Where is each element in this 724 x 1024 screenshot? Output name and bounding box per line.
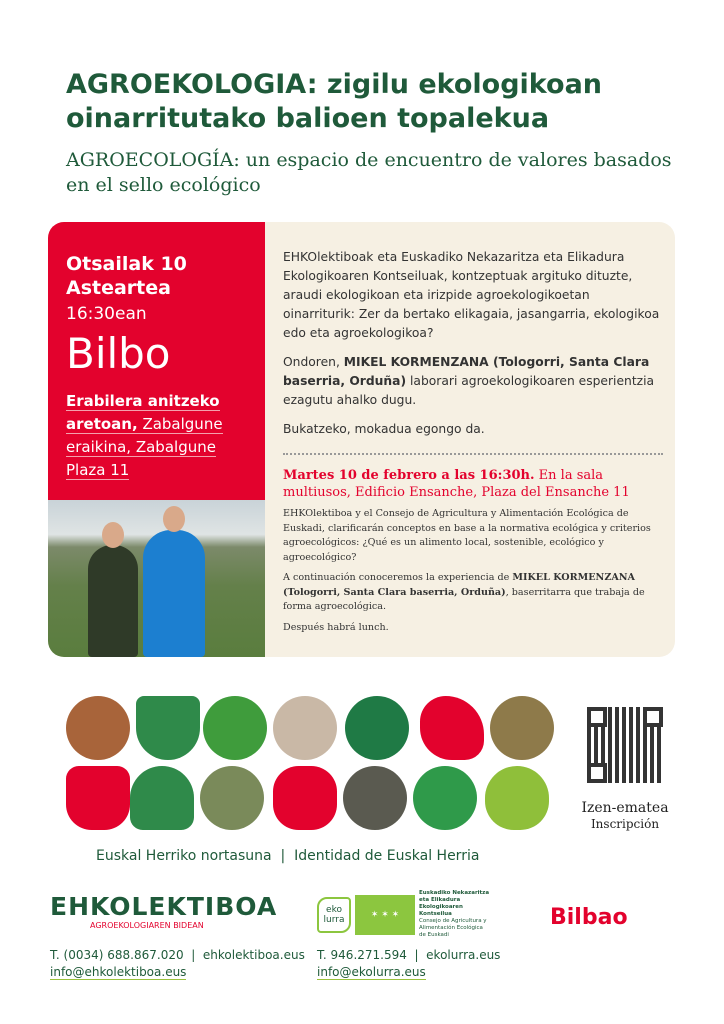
bilbao-logo: Bilbao xyxy=(550,905,628,930)
title-basque: AGROEKOLOGIA: zigilu ekologikoan oinarritutako balioen topalekua xyxy=(66,69,603,134)
ekolurra-phone-web[interactable]: T. 946.271.594 | ekolurra.eus xyxy=(317,948,501,962)
cow-icon xyxy=(66,766,130,830)
registration-es: Inscripción xyxy=(590,817,660,831)
event-card xyxy=(48,222,675,657)
beet-icon xyxy=(345,696,409,760)
registration-eu: Izen-ematea xyxy=(581,800,669,816)
garlic-icon xyxy=(485,766,549,830)
es-paragraph-1: EHKOlektiboa y el Consejo de Agricultura y Alimentación Ecológica de Euskadi, clarificarán conceptos en base a la normativa ecológica y criterios agroecológicos: ¿Qué es un alimento local, sostenible, ecológico y agroecológico? xyxy=(283,508,651,563)
farmer-photo-circle xyxy=(273,696,337,760)
event-venue: Erabilera anitzeko aretoan, Zabalgune eraikina, Zabalgune Plaza 11 xyxy=(66,392,223,479)
event-city: Bilbo xyxy=(66,329,171,378)
ehkolektiboa-logo: EHKOLEKTIBOA AGROEKOLOGIAREN BIDEAN xyxy=(50,892,278,930)
farmer-photo-circle xyxy=(343,766,407,830)
es-paragraph-3: Después habrá lunch. xyxy=(283,621,389,633)
qr-code[interactable] xyxy=(587,707,663,783)
tree-icon xyxy=(130,766,194,830)
lettuce-icon xyxy=(413,766,477,830)
apple-icon xyxy=(203,696,267,760)
farmer-photo-circle xyxy=(200,766,264,830)
ekolurra-contact xyxy=(317,947,500,981)
eu-organic-leaf-icon: ✶ ✶ ✶ xyxy=(355,895,415,935)
title-spanish: AGROECOLOGÍA: un espacio de encuentro de valores basados en el sello ecológico xyxy=(66,149,672,196)
event-time: 16:30ean xyxy=(66,304,147,324)
description xyxy=(283,248,663,641)
event-date: Otsailak 10 xyxy=(66,253,187,275)
mortar-icon xyxy=(136,696,200,760)
identity-tagline: Euskal Herriko nortasuna | Identidad de Euskal Herria xyxy=(96,848,480,864)
eu-paragraph-1: EHKOlektiboak eta Euskadiko Nekazaritza eta Elikadura Ekologikoaren Kontseiluak, kontzeptuak argituko dituzte, araudi ekologikoan eta irizpide agroekologikoetan oinarriturik: Zer da bertako elikagaia, jasangarria, ekologikoa edo eta agroekologikoa? xyxy=(283,250,660,340)
dotted-divider xyxy=(283,453,663,455)
pepper-icon xyxy=(273,766,337,830)
ehko-contact xyxy=(50,947,305,981)
eu-paragraph-3: Bukatzeko, mokadua egongo da. xyxy=(283,422,485,436)
event-info-panel xyxy=(48,222,265,500)
ehko-email[interactable]: info@ehkolektiboa.eus xyxy=(50,965,187,979)
event-weekday: Asteartea xyxy=(66,277,171,299)
ekolurra-email[interactable]: info@ekolurra.eus xyxy=(317,965,426,979)
es-heading: Martes 10 de febrero a las 16:30h. En la sala multiusos, Edificio Ensanche, Plaza del Ensanche 11 xyxy=(283,468,630,500)
rooster-icon xyxy=(420,696,484,760)
eu-paragraph-2: Ondoren, MIKEL KORMENZANA (Tologorri, Santa Clara baserria, Orduña) laborari agroekologikoaren esperientzia ezagutu ahalko dugu. xyxy=(283,355,655,407)
ehko-phone-web[interactable]: T. (0034) 688.867.020 | ehkolektiboa.eus xyxy=(50,948,305,962)
ekolurra-logo: eko lurra ✶ ✶ ✶ Euskadiko Nekazaritza eta Elikadura Ekologikoaren Kontseilua Consejo de Agricultura y Alimentación Ecológica de Euskadi xyxy=(317,890,491,939)
farmers-photo xyxy=(48,500,265,657)
es-paragraph-2: A continuación conoceremos la experiencia de MIKEL KORMENZANA (Tologorri, Santa Clara baserria, Orduña), baserritarra que trabaja de forma agroecológica. xyxy=(283,572,645,612)
farmer-photo-circle xyxy=(490,696,554,760)
farmer-photo-circle xyxy=(66,696,130,760)
